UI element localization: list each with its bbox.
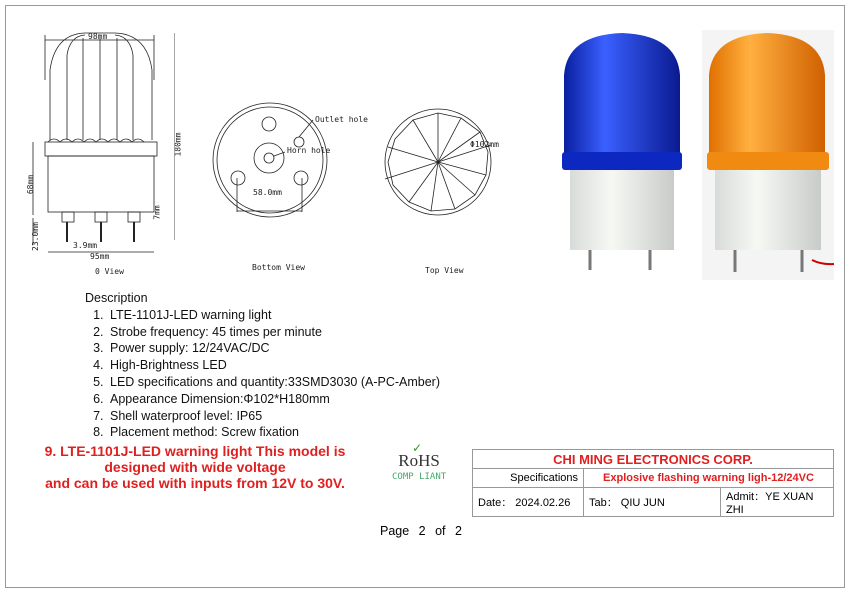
- description-item: 5. LED specifications and quantity:33SMD3030 (A-PC-Amber): [107, 374, 440, 391]
- dim-height: 180mm: [173, 132, 183, 157]
- admit-cell: Admit：YE XUAN ZHI: [721, 488, 834, 517]
- dim-base-height: 68mm: [26, 174, 36, 195]
- description-title: Description: [85, 291, 148, 305]
- title-block: [472, 449, 834, 517]
- rohs-logo: [392, 441, 447, 482]
- description-section: [85, 290, 440, 441]
- dim-width-base: 95mm: [90, 252, 110, 261]
- bottom-view-label: Bottom View: [252, 263, 305, 272]
- page-number: Page 2 of 2: [380, 524, 462, 538]
- date-cell: Date： 2024.02.26: [473, 488, 584, 517]
- dim-gap: 7mm: [152, 205, 162, 220]
- dim-pin: 3.9mm: [73, 241, 98, 250]
- spacing-dim: 58.0mm: [253, 188, 282, 197]
- bottom-view-drawing: [210, 100, 330, 220]
- rohs-compliant: COMP LIANT: [392, 472, 447, 482]
- note-line: 9. LTE-1101J-LED warning light This model is: [44, 443, 346, 459]
- spec-label: Specifications: [473, 469, 584, 488]
- top-view-drawing: [383, 107, 493, 217]
- check-icon: ✓: [412, 441, 423, 455]
- note-line: designed with wide voltage: [104, 459, 286, 475]
- top-view-label: Top View: [425, 266, 464, 275]
- spec-value: Explosive flashing warning ligh-12/24VC: [584, 469, 834, 488]
- description-item: 6. Appearance Dimension:Φ102*H180mm: [107, 391, 440, 408]
- front-view-drawing: [25, 30, 175, 270]
- description-item: 4. High-Brightness LED: [107, 357, 440, 374]
- wide-voltage-note: [35, 443, 355, 491]
- outlet-hole-label: Outlet hole: [315, 115, 368, 124]
- product-photo: [552, 30, 834, 280]
- horn-hole-label: Horn hole: [287, 146, 331, 155]
- tab-cell: Tab： QIU JUN: [584, 488, 721, 517]
- description-item: 7. Shell waterproof level: IP65: [107, 408, 440, 425]
- dim-width-top: 98mm: [88, 32, 108, 41]
- front-view-label: 0 View: [95, 267, 124, 276]
- description-item: 3. Power supply: 12/24VAC/DC: [107, 340, 440, 357]
- description-item: 2. Strobe frequency: 45 times per minute: [107, 324, 440, 341]
- diameter-dim: Φ102mm: [470, 140, 499, 149]
- company-name: CHI MING ELECTRONICS CORP.: [473, 450, 834, 469]
- rohs-mark: RoHS: [398, 451, 440, 470]
- note-line: and can be used with inputs from 12V to 30V.: [45, 475, 345, 491]
- description-item: 8. Placement method: Screw fixation: [107, 424, 440, 441]
- dim-terminal: 23.0mm: [30, 222, 40, 251]
- description-item: 1. LTE-1101J-LED warning light: [107, 307, 440, 324]
